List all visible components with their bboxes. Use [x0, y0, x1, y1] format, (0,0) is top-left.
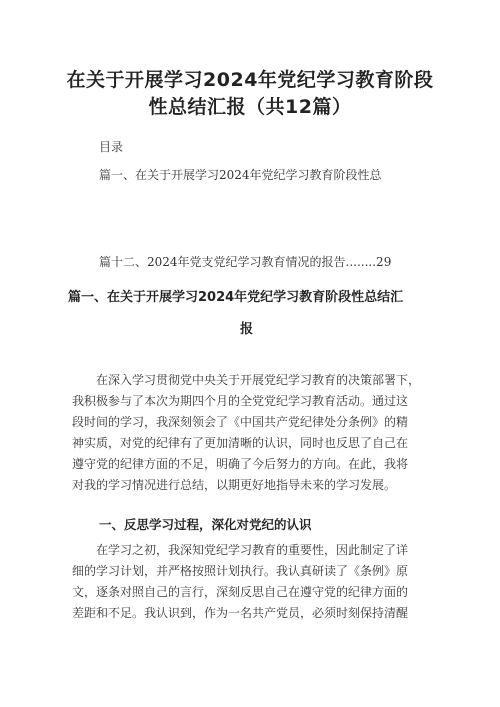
paragraph-line: 细的学习计划，并严格按照计划执行。我认真研读了《条例》原 — [72, 564, 409, 578]
toc-item-1: 篇一、在关于开展学习2024年党纪学习教育阶段性总 — [99, 168, 382, 182]
document-title-line2: 性总结汇报（共12篇） — [148, 96, 352, 118]
toc-item-12: 篇十二、2024年党支党纪学习教育情况的报告........29 — [99, 255, 392, 269]
paragraph-line: 文，逐条对照自己的言行，深刻反思自己在遵守党的纪律方面的 — [72, 585, 409, 599]
document-title-line1: 在关于开展学习2024年党纪学习教育阶段 — [66, 69, 434, 91]
toc-label: 目录 — [99, 140, 124, 154]
section-heading-line1: 篇一、在关于开展学习2024年党纪学习教育阶段性总结汇 — [68, 290, 404, 305]
paragraph-1 — [72, 370, 434, 496]
paragraph-line: 段时间的学习，我深刻领会了《中国共产党纪律处分条例》的精 — [72, 415, 409, 429]
section-heading-line2: 报 — [240, 322, 254, 337]
paragraph-line: 在深入学习贯彻党中央关于开展党纪学习教育的决策部署下， — [72, 373, 421, 387]
paragraph-2 — [72, 540, 434, 624]
paragraph-line: 神实质，对党的纪律有了更加清晰的认识，同时也反思了自己在 — [72, 436, 409, 450]
paragraph-line: 遵守党的纪律方面的不足，明确了今后努力的方向。在此，我将 — [72, 457, 409, 471]
subheading-1: 一、反思学习过程，深化对党纪的认识 — [99, 517, 312, 532]
paragraph-line: 我积极参与了本次为期四个月的全党党纪学习教育活动。通过这 — [72, 394, 409, 408]
paragraph-line: 对我的学习情况进行总结，以期更好地指导未来的学习发展。 — [72, 478, 397, 492]
paragraph-line: 在学习之初，我深知党纪学习教育的重要性，因此制定了详 — [72, 543, 409, 557]
paragraph-line: 差距和不足。我认识到，作为一名共产党员，必须时刻保持清醒 — [72, 606, 409, 620]
